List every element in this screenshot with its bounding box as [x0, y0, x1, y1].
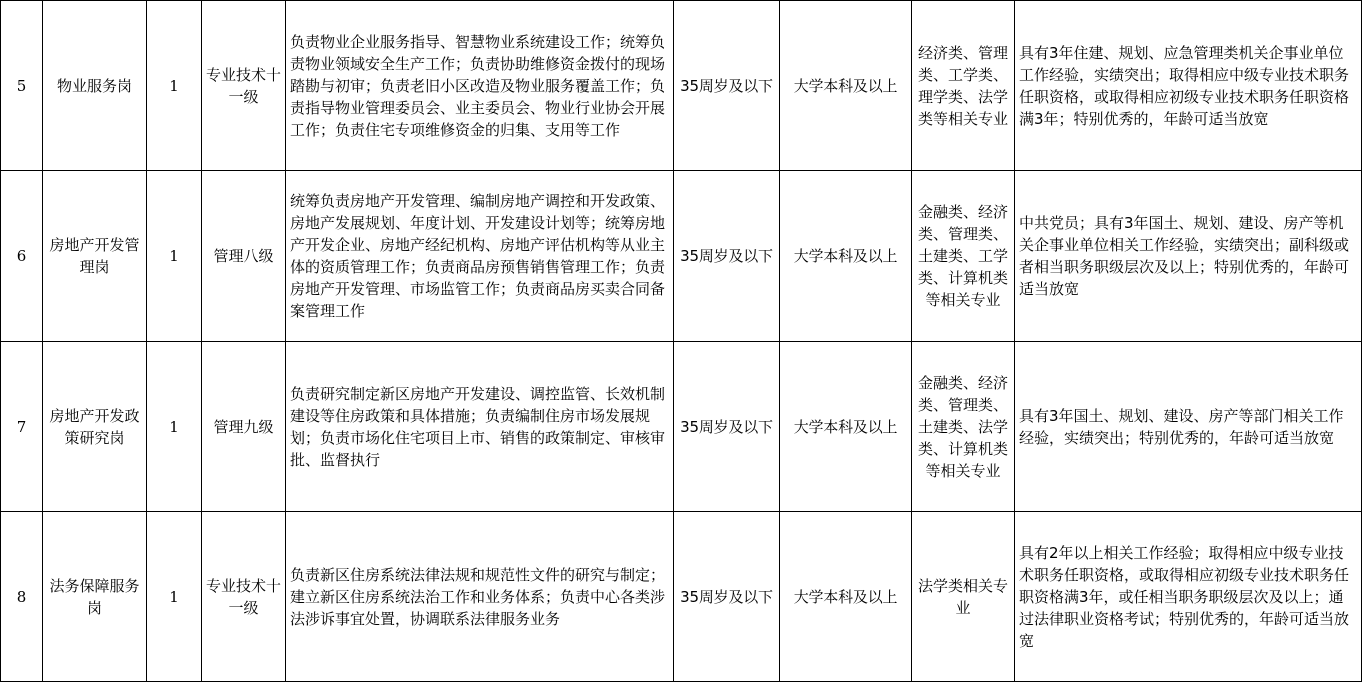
education-requirement: 大学本科及以上	[780, 171, 912, 342]
position-name: 房地产开发管理岗	[43, 171, 147, 342]
job-duties: 负责研究制定新区房地产开发建设、调控监管、长效机制建设等住房政策和具体措施；负责编制住房市场发展规划；负责市场化住宅项目上市、销售的政策制定、审核审批、监督执行	[286, 342, 674, 512]
other-requirements: 具有3年国土、规划、建设、房产等部门相关工作经验，实绩突出；特别优秀的，年龄可适当放宽	[1015, 342, 1362, 512]
other-requirements: 中共党员；具有3年国土、规划、建设、房产等机关企事业单位相关工作经验，实绩突出；副科级或者相当职务职级层次及以上；特别优秀的，年龄可适当放宽	[1015, 171, 1362, 342]
other-requirements: 具有2年以上相关工作经验；取得相应中级专业技术职务任职资格，或取得相应初级专业技术职务任职资格满3年，或任相当职务职级层次及以上；通过法律职业资格考试；特别优秀的，年龄可适当放宽	[1015, 512, 1362, 682]
age-requirement: 35周岁及以下	[674, 171, 780, 342]
headcount: 1	[147, 1, 202, 171]
position-level: 管理九级	[202, 342, 286, 512]
table-row	[1, 1, 1362, 171]
headcount: 1	[147, 342, 202, 512]
age-requirement: 35周岁及以下	[674, 342, 780, 512]
position-level: 管理八级	[202, 171, 286, 342]
position-name: 房地产开发政策研究岗	[43, 342, 147, 512]
position-level: 专业技术十一级	[202, 1, 286, 171]
age-requirement: 35周岁及以下	[674, 512, 780, 682]
row-number: 8	[1, 512, 43, 682]
table-row	[1, 171, 1362, 342]
position-level: 专业技术十一级	[202, 512, 286, 682]
row-number: 7	[1, 342, 43, 512]
age-requirement: 35周岁及以下	[674, 1, 780, 171]
job-duties: 负责物业企业服务指导、智慧物业系统建设工作；统筹负责物业领域安全生产工作；负责协助维修资金拨付的现场踏勘与初审；负责老旧小区改造及物业服务覆盖工作；负责指导物业管理委员会、业主委员会、物业行业协会开展工作；负责住宅专项维修资金的归集、支用等工作	[286, 1, 674, 171]
job-duties: 负责新区住房系统法律法规和规范性文件的研究与制定；建立新区住房系统法治工作和业务体系；负责中心各类涉法涉诉事宜处置，协调联系法律服务业务	[286, 512, 674, 682]
major-requirement: 金融类、经济类、管理类、土建类、工学类、计算机类等相关专业	[912, 171, 1015, 342]
row-number: 6	[1, 171, 43, 342]
table-row	[1, 512, 1362, 682]
major-requirement: 金融类、经济类、管理类、土建类、法学类、计算机类等相关专业	[912, 342, 1015, 512]
education-requirement: 大学本科及以上	[780, 512, 912, 682]
table-row	[1, 342, 1362, 512]
major-requirement: 法学类相关专业	[912, 512, 1015, 682]
position-name: 物业服务岗	[43, 1, 147, 171]
major-requirement: 经济类、管理类、工学类、理学类、法学类等相关专业	[912, 1, 1015, 171]
row-number: 5	[1, 1, 43, 171]
job-duties: 统筹负责房地产开发管理、编制房地产调控和开发政策、房地产发展规划、年度计划、开发建设计划等；统筹房地产开发企业、房地产经纪机构、房地产评估机构等从业主体的资质管理工作；负责商品房预售销售管理工作；负责房地产开发管理、市场监管工作；负责商品房买卖合同备案管理工作	[286, 171, 674, 342]
education-requirement: 大学本科及以上	[780, 342, 912, 512]
position-name: 法务保障服务岗	[43, 512, 147, 682]
headcount: 1	[147, 512, 202, 682]
headcount: 1	[147, 171, 202, 342]
other-requirements: 具有3年住建、规划、应急管理类机关企事业单位工作经验，实绩突出；取得相应中级专业技术职务任职资格，或取得相应初级专业技术职务任职资格满3年；特别优秀的，年龄可适当放宽	[1015, 1, 1362, 171]
education-requirement: 大学本科及以上	[780, 1, 912, 171]
